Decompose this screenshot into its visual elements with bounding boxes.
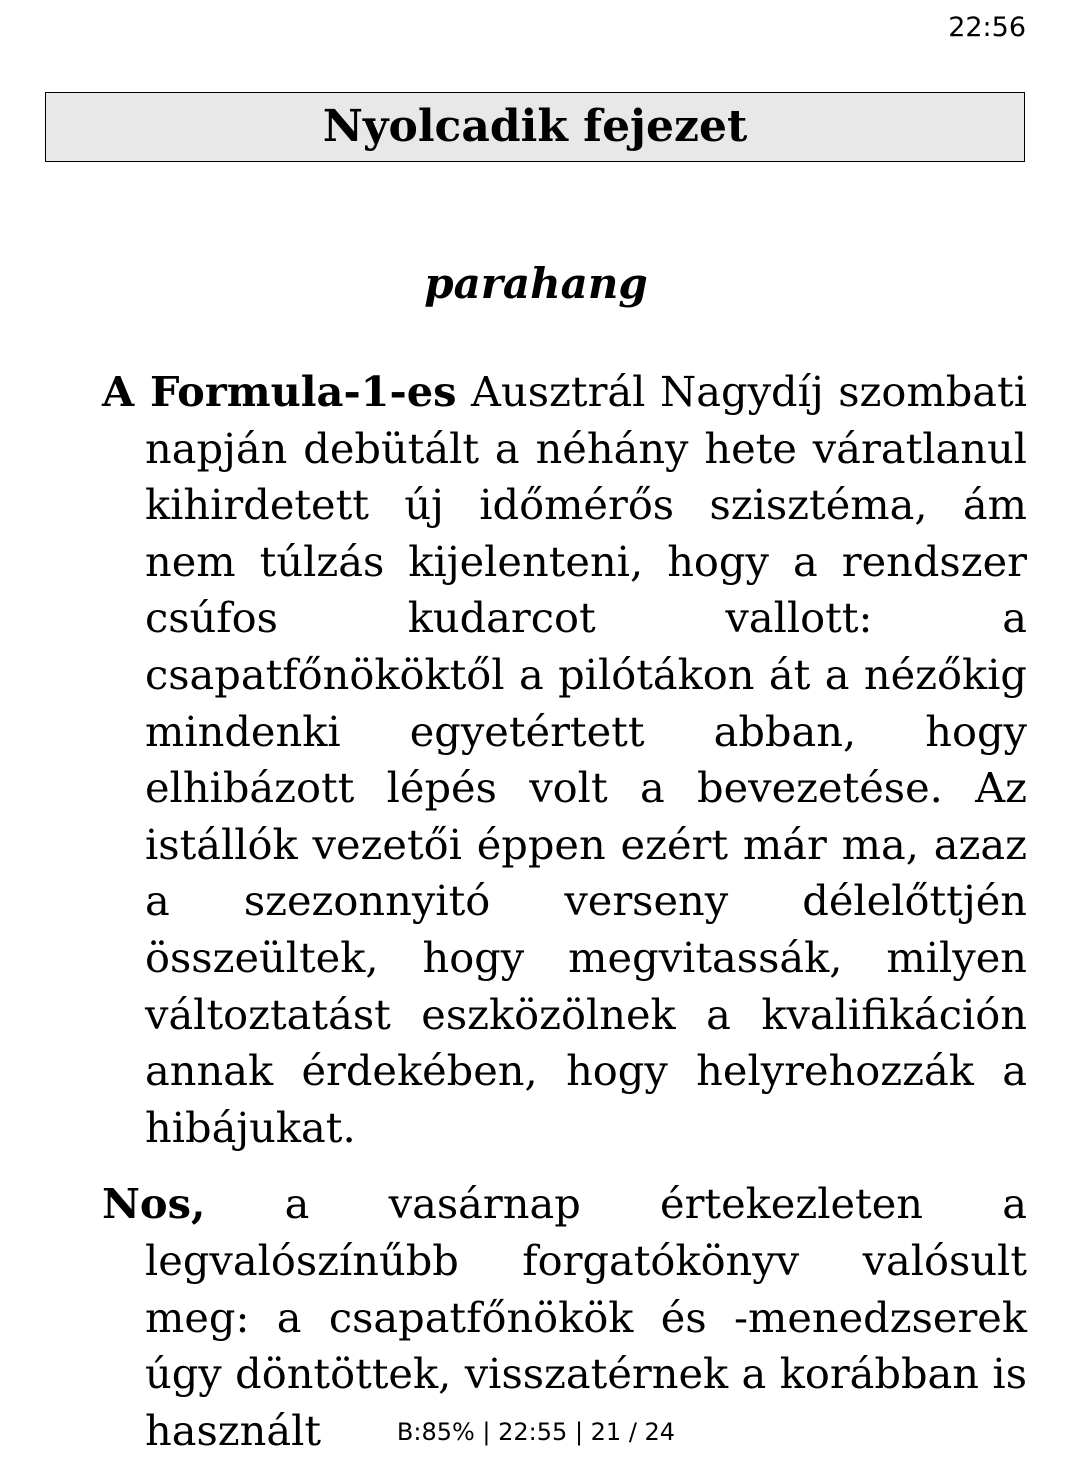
paragraph-lead: Nos, [102,1179,206,1229]
book-text [102,364,1027,1479]
clock: 22:56 [948,12,1026,43]
paragraph-lead: A Formula-1-es [102,367,457,416]
chapter-header [45,92,1025,162]
chapter-title: Nyolcadik fejezet [322,101,748,152]
paragraph-text: a vasárnap értekezleten a legvalószínűbb forgatókönyv valósult meg: a csapatfőnökök és -menedzserek úgy döntöttek, visszatérnek a korábban is használt [145,1179,1027,1455]
chapter-subtitle: parahang [424,259,648,308]
paragraph [102,364,1027,1156]
reader-status-footer: B:85% | 22:55 | 21 / 24 [396,1418,676,1446]
paragraph-text: Ausztrál Nagydíj szombati napján debütált a néhány hete váratlanul kihirdetett új időmérős szisztéma, ám nem túlzás kijelenteni, hogy a rendszer csúfos kudarcot vallott: a csapatfőnököktől a pilótákon át a nézőkig mindenki egyetértett abban, hogy elhibázott lépés volt a bevezetése. Az istállók vezetői éppen ezért már ma, azaz a szezonnyitó verseny délelőttjén összeültek, hogy megvitassák, milyen változtatást eszközölnek a kvalifikáción annak érdekében, hogy helyrehozzák a hibájukat. [145,367,1027,1152]
